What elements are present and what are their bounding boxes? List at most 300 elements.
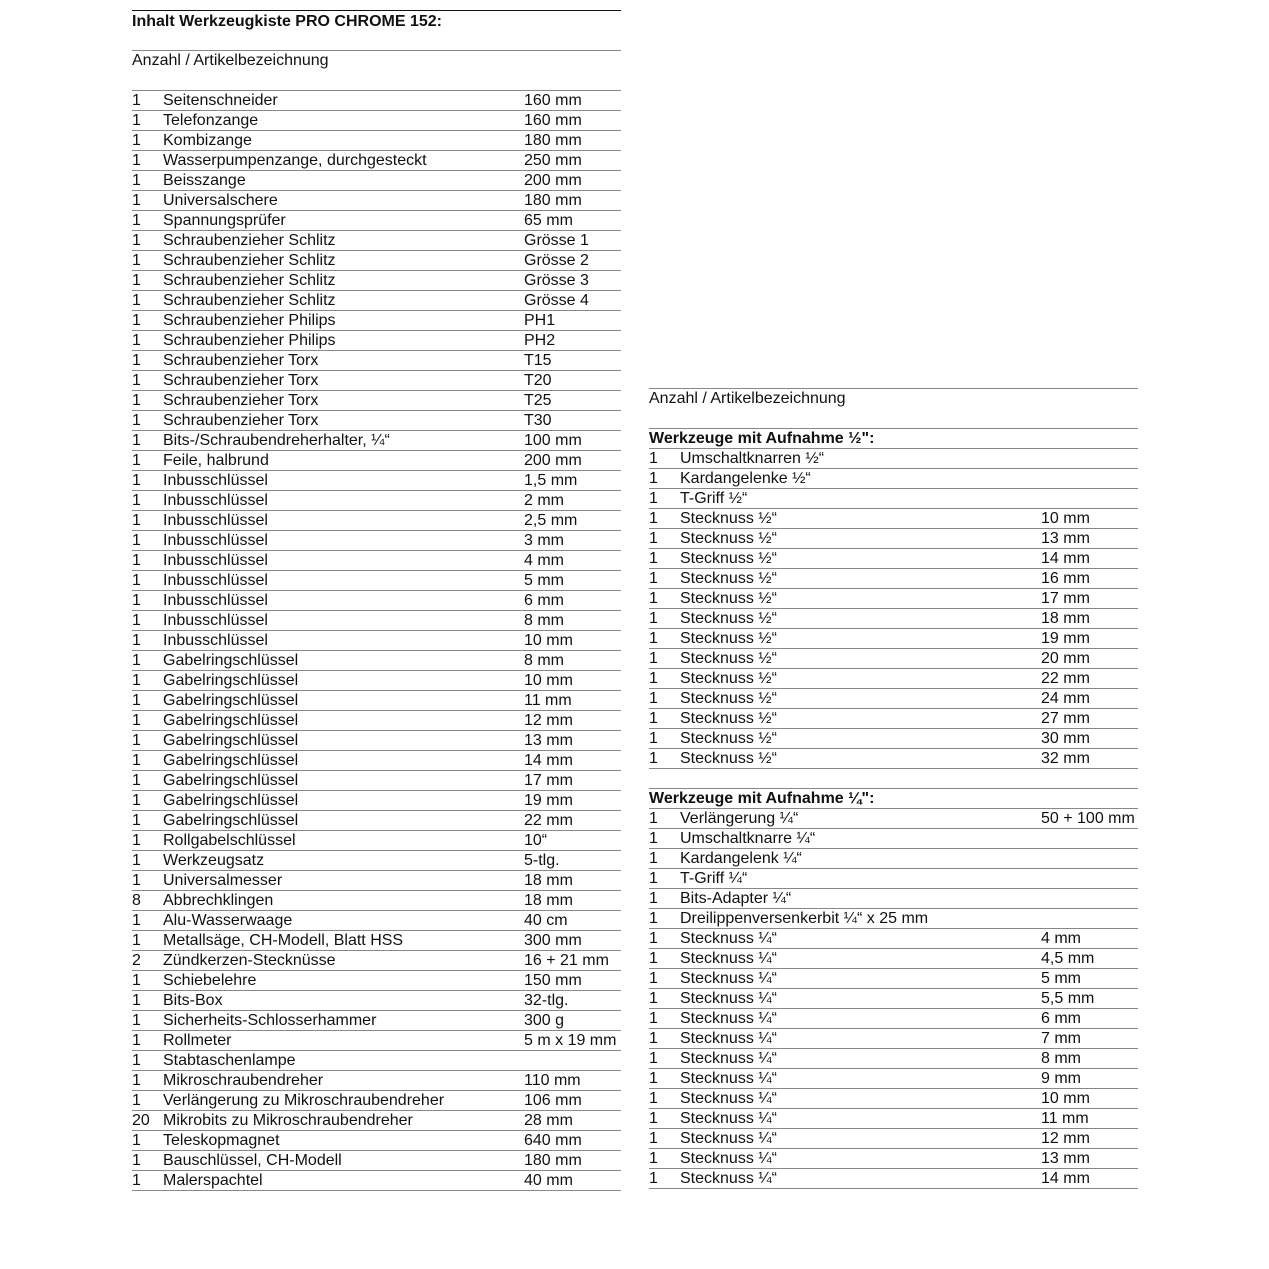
item-quantity: 1 xyxy=(649,1010,658,1027)
section-title: Werkzeuge mit Aufnahme ¼": xyxy=(649,788,1138,808)
item-name: Schraubenzieher Torx xyxy=(163,372,319,389)
list-item xyxy=(132,90,621,110)
list-item xyxy=(132,750,621,770)
item-size: 13 mm xyxy=(1041,1150,1090,1167)
item-size: 5-tlg. xyxy=(524,852,560,869)
item-quantity: 1 xyxy=(132,452,141,469)
item-size: 14 mm xyxy=(524,752,573,769)
list-item xyxy=(649,888,1138,908)
item-size: 11 mm xyxy=(1041,1110,1089,1127)
item-quantity: 1 xyxy=(132,772,141,789)
list-item xyxy=(132,1070,621,1090)
item-quantity: 1 xyxy=(649,850,658,867)
list-item xyxy=(649,508,1138,528)
item-size: 8 mm xyxy=(524,612,564,629)
list-item xyxy=(132,290,621,310)
item-size: 40 mm xyxy=(524,1172,573,1189)
item-size: Grösse 3 xyxy=(524,272,589,289)
item-name: Zündkerzen-Stecknüsse xyxy=(163,952,336,969)
list-item xyxy=(132,270,621,290)
item-name: Abbrechklingen xyxy=(163,892,274,909)
item-quantity: 1 xyxy=(132,1172,141,1189)
item-size: 8 mm xyxy=(524,652,564,669)
item-name: T-Griff ½“ xyxy=(680,490,748,507)
item-size: 5 m x 19 mm xyxy=(524,1032,617,1049)
list-item xyxy=(132,110,621,130)
list-item xyxy=(649,588,1138,608)
item-quantity: 1 xyxy=(649,1150,658,1167)
list-item xyxy=(132,930,621,950)
item-size: 180 mm xyxy=(524,1152,582,1169)
item-quantity: 1 xyxy=(132,352,141,369)
section-title: Werkzeuge mit Aufnahme ½": xyxy=(649,428,1138,448)
list-item xyxy=(132,310,621,330)
item-quantity: 1 xyxy=(132,652,141,669)
list-item xyxy=(649,688,1138,708)
list-item xyxy=(649,448,1138,468)
item-name: Schraubenzieher Torx xyxy=(163,412,319,429)
item-size: 3 mm xyxy=(524,532,564,549)
item-name: Schraubenzieher Schlitz xyxy=(163,232,336,249)
list-item xyxy=(132,1010,621,1030)
item-quantity: 1 xyxy=(132,152,141,169)
item-quantity: 1 xyxy=(132,232,141,249)
list-item xyxy=(132,590,621,610)
list-item xyxy=(649,1128,1138,1148)
item-size: 9 mm xyxy=(1041,1070,1081,1087)
item-size: 8 mm xyxy=(1041,1050,1081,1067)
item-quantity: 1 xyxy=(649,750,658,767)
item-quantity: 1 xyxy=(649,930,658,947)
item-quantity: 1 xyxy=(649,830,658,847)
item-name: Stecknuss ½“ xyxy=(680,530,777,547)
item-size: 2 mm xyxy=(524,492,564,509)
item-name: Universalschere xyxy=(163,192,278,209)
item-quantity: 1 xyxy=(649,470,658,487)
list-item xyxy=(132,690,621,710)
item-size: 4 mm xyxy=(1041,930,1081,947)
item-quantity: 1 xyxy=(132,1132,141,1149)
list-item xyxy=(649,548,1138,568)
item-name: Schraubenzieher Torx xyxy=(163,352,319,369)
item-quantity: 1 xyxy=(649,1070,658,1087)
list-item xyxy=(132,830,621,850)
item-size: 6 mm xyxy=(524,592,564,609)
item-quantity: 1 xyxy=(132,332,141,349)
item-quantity: 1 xyxy=(132,252,141,269)
item-name: Spannungsprüfer xyxy=(163,212,286,229)
item-name: Alu-Wasserwaage xyxy=(163,912,293,929)
item-name: Stecknuss ¼“ xyxy=(680,1110,777,1127)
item-name: Mikroschraubendreher xyxy=(163,1072,324,1089)
item-quantity: 2 xyxy=(132,952,141,969)
list-item xyxy=(649,1148,1138,1168)
item-size: PH2 xyxy=(524,332,556,349)
list-item xyxy=(132,170,621,190)
list-item xyxy=(649,1008,1138,1028)
list-item xyxy=(132,770,621,790)
spacer xyxy=(649,768,1138,788)
list-item xyxy=(649,808,1138,828)
list-item xyxy=(132,470,621,490)
item-quantity: 1 xyxy=(132,492,141,509)
item-quantity: 1 xyxy=(132,832,141,849)
item-quantity: 1 xyxy=(132,572,141,589)
list-item xyxy=(132,230,621,250)
list-item xyxy=(132,730,621,750)
item-quantity: 1 xyxy=(132,172,141,189)
item-quantity: 1 xyxy=(649,490,658,507)
item-quantity: 1 xyxy=(649,1090,658,1107)
list-item xyxy=(649,668,1138,688)
item-name: Stecknuss ¼“ xyxy=(680,970,777,987)
item-name: Gabelringschlüssel xyxy=(163,792,299,809)
item-size: 5 mm xyxy=(1041,970,1081,987)
item-quantity: 1 xyxy=(132,732,141,749)
list-item xyxy=(132,1130,621,1150)
list-item xyxy=(649,1108,1138,1128)
item-name: Inbusschlüssel xyxy=(163,592,268,609)
document-title: Inhalt Werkzeugkiste PRO CHROME 152: xyxy=(132,10,621,50)
item-name: Stecknuss ¼“ xyxy=(680,950,777,967)
item-size: 17 mm xyxy=(1041,590,1090,607)
item-size: 65 mm xyxy=(524,212,573,229)
list-item xyxy=(132,150,621,170)
item-name: Gabelringschlüssel xyxy=(163,812,299,829)
item-list xyxy=(132,90,621,1191)
item-name: Telefonzange xyxy=(163,112,259,129)
item-size: 250 mm xyxy=(524,152,582,169)
item-name: Inbusschlüssel xyxy=(163,612,268,629)
list-item xyxy=(132,850,621,870)
item-quantity: 1 xyxy=(649,610,658,627)
item-quantity: 1 xyxy=(649,530,658,547)
item-size: 100 mm xyxy=(524,432,582,449)
item-name: Stecknuss ½“ xyxy=(680,610,777,627)
item-size: 50 + 100 mm xyxy=(1041,810,1135,827)
list-item xyxy=(132,710,621,730)
item-name: Beisszange xyxy=(163,172,246,189)
item-size: T20 xyxy=(524,372,552,389)
item-quantity: 1 xyxy=(649,1170,658,1187)
item-name: Kombizange xyxy=(163,132,252,149)
item-name: Stecknuss ½“ xyxy=(680,510,777,527)
item-size: 40 cm xyxy=(524,912,568,929)
list-item xyxy=(132,610,621,630)
left-column xyxy=(132,10,621,1191)
item-size: T30 xyxy=(524,412,552,429)
item-name: Bits-Adapter ¼“ xyxy=(680,890,792,907)
item-name: Stecknuss ½“ xyxy=(680,750,777,767)
item-size: 180 mm xyxy=(524,132,582,149)
item-quantity: 1 xyxy=(132,392,141,409)
item-quantity: 1 xyxy=(132,972,141,989)
item-quantity: 1 xyxy=(132,1052,141,1069)
item-quantity: 1 xyxy=(132,1012,141,1029)
list-item xyxy=(649,568,1138,588)
list-item xyxy=(649,748,1138,768)
item-size: 13 mm xyxy=(1041,530,1090,547)
item-name: Inbusschlüssel xyxy=(163,512,268,529)
list-item xyxy=(132,910,621,930)
item-size: T25 xyxy=(524,392,552,409)
list-item xyxy=(132,390,621,410)
item-quantity: 1 xyxy=(649,710,658,727)
item-size: 12 mm xyxy=(1041,1130,1090,1147)
section-list xyxy=(649,428,1138,1189)
item-size: 16 + 21 mm xyxy=(524,952,609,969)
item-quantity: 1 xyxy=(132,852,141,869)
item-quantity: 1 xyxy=(132,712,141,729)
item-quantity: 1 xyxy=(132,212,141,229)
item-name: Stecknuss ½“ xyxy=(680,670,777,687)
list-item xyxy=(132,550,621,570)
item-name: Schraubenzieher Philips xyxy=(163,332,336,349)
item-name: Kardangelenk ¼“ xyxy=(680,850,802,867)
item-quantity: 1 xyxy=(132,1092,141,1109)
item-name: Stecknuss ¼“ xyxy=(680,990,777,1007)
item-size: 4,5 mm xyxy=(1041,950,1095,967)
item-name: Dreilippenversenkerbit ¼“ x 25 mm xyxy=(680,910,929,927)
item-quantity: 1 xyxy=(132,812,141,829)
list-item xyxy=(649,1048,1138,1068)
item-name: Gabelringschlüssel xyxy=(163,772,299,789)
item-name: Stabtaschenlampe xyxy=(163,1052,296,1069)
item-name: Inbusschlüssel xyxy=(163,472,268,489)
item-name: Rollgabelschlüssel xyxy=(163,832,296,849)
item-size: 10“ xyxy=(524,832,548,849)
item-quantity: 1 xyxy=(132,592,141,609)
item-name: Bits-Box xyxy=(163,992,223,1009)
list-item xyxy=(649,908,1138,928)
item-size: 1,5 mm xyxy=(524,472,578,489)
item-name: Gabelringschlüssel xyxy=(163,752,299,769)
item-name: Gabelringschlüssel xyxy=(163,712,299,729)
item-quantity: 1 xyxy=(132,512,141,529)
list-item xyxy=(649,648,1138,668)
item-name: Stecknuss ¼“ xyxy=(680,1170,777,1187)
list-item xyxy=(132,410,621,430)
item-quantity: 1 xyxy=(132,472,141,489)
item-size: 17 mm xyxy=(524,772,573,789)
list-item xyxy=(649,628,1138,648)
list-item xyxy=(132,870,621,890)
list-item xyxy=(132,190,621,210)
item-quantity: 1 xyxy=(132,92,141,109)
item-quantity: 1 xyxy=(132,612,141,629)
item-quantity: 1 xyxy=(132,412,141,429)
list-item xyxy=(649,1088,1138,1108)
item-name: Bauschlüssel, CH-Modell xyxy=(163,1152,342,1169)
list-item xyxy=(649,1028,1138,1048)
item-size: 28 mm xyxy=(524,1112,573,1129)
item-name: Schraubenzieher Schlitz xyxy=(163,292,336,309)
item-name: Stecknuss ¼“ xyxy=(680,1010,777,1027)
item-name: Stecknuss ½“ xyxy=(680,650,777,667)
list-item xyxy=(132,350,621,370)
item-quantity: 1 xyxy=(649,910,658,927)
item-name: Schraubenzieher Schlitz xyxy=(163,272,336,289)
list-item xyxy=(132,510,621,530)
item-quantity: 1 xyxy=(649,510,658,527)
item-name: Stecknuss ¼“ xyxy=(680,1090,777,1107)
list-item xyxy=(649,848,1138,868)
item-quantity: 8 xyxy=(132,892,141,909)
list-item xyxy=(649,1068,1138,1088)
item-name: Feile, halbrund xyxy=(163,452,269,469)
item-name: Schraubenzieher Torx xyxy=(163,392,319,409)
item-quantity: 1 xyxy=(649,730,658,747)
item-quantity: 1 xyxy=(132,752,141,769)
list-item xyxy=(132,370,621,390)
item-name: Stecknuss ¼“ xyxy=(680,1030,777,1047)
item-name: Inbusschlüssel xyxy=(163,572,268,589)
item-quantity: 1 xyxy=(649,550,658,567)
item-size: 11 mm xyxy=(524,692,572,709)
item-size: 30 mm xyxy=(1041,730,1090,747)
list-item xyxy=(132,250,621,270)
item-quantity: 1 xyxy=(132,132,141,149)
list-item xyxy=(649,988,1138,1008)
item-size: 22 mm xyxy=(524,812,573,829)
item-size: 300 mm xyxy=(524,932,582,949)
list-item xyxy=(649,488,1138,508)
item-quantity: 1 xyxy=(649,650,658,667)
item-size: 5 mm xyxy=(524,572,564,589)
item-quantity: 1 xyxy=(649,450,658,467)
item-name: T-Griff ¼“ xyxy=(680,870,748,887)
item-name: Inbusschlüssel xyxy=(163,532,268,549)
item-name: Umschaltknarre ¼“ xyxy=(680,830,816,847)
item-name: Verlängerung ¼“ xyxy=(680,810,799,827)
item-quantity: 1 xyxy=(132,672,141,689)
list-item xyxy=(132,1150,621,1170)
item-quantity: 1 xyxy=(649,950,658,967)
item-size: 160 mm xyxy=(524,112,582,129)
item-quantity: 1 xyxy=(649,690,658,707)
item-size: 4 mm xyxy=(524,552,564,569)
list-item xyxy=(132,530,621,550)
list-item xyxy=(649,968,1138,988)
item-name: Teleskopmagnet xyxy=(163,1132,280,1149)
item-quantity: 1 xyxy=(649,630,658,647)
item-name: Verlängerung zu Mikroschraubendreher xyxy=(163,1092,445,1109)
item-size: 300 g xyxy=(524,1012,565,1029)
list-item xyxy=(649,708,1138,728)
list-item xyxy=(132,650,621,670)
list-item xyxy=(132,810,621,830)
item-size: 200 mm xyxy=(524,172,582,189)
item-quantity: 1 xyxy=(132,192,141,209)
item-size: 14 mm xyxy=(1041,1170,1090,1187)
item-name: Gabelringschlüssel xyxy=(163,652,299,669)
list-item xyxy=(649,528,1138,548)
item-quantity: 1 xyxy=(649,990,658,1007)
item-quantity: 1 xyxy=(132,552,141,569)
item-name: Stecknuss ½“ xyxy=(680,690,777,707)
column-header: Anzahl / Artikelbezeichnung xyxy=(132,50,621,90)
item-quantity: 1 xyxy=(649,570,658,587)
list-item xyxy=(132,630,621,650)
item-name: Inbusschlüssel xyxy=(163,552,268,569)
item-size: 20 mm xyxy=(1041,650,1090,667)
item-quantity: 1 xyxy=(132,1072,141,1089)
item-quantity: 1 xyxy=(132,992,141,1009)
item-quantity: 1 xyxy=(132,872,141,889)
item-size: 110 mm xyxy=(524,1072,581,1089)
item-name: Stecknuss ¼“ xyxy=(680,1150,777,1167)
list-item xyxy=(132,450,621,470)
item-size: Grösse 2 xyxy=(524,252,589,269)
item-name: Stecknuss ½“ xyxy=(680,630,777,647)
item-name: Seitenschneider xyxy=(163,92,278,109)
item-name: Stecknuss ½“ xyxy=(680,550,777,567)
item-quantity: 1 xyxy=(132,312,141,329)
list-item xyxy=(132,430,621,450)
item-quantity: 1 xyxy=(649,810,658,827)
item-size: 14 mm xyxy=(1041,550,1090,567)
item-name: Schiebelehre xyxy=(163,972,257,989)
item-size: 10 mm xyxy=(1041,1090,1090,1107)
item-quantity: 1 xyxy=(132,532,141,549)
item-name: Inbusschlüssel xyxy=(163,492,268,509)
list-item xyxy=(649,868,1138,888)
list-item xyxy=(649,608,1138,628)
list-item xyxy=(649,728,1138,748)
list-item xyxy=(132,210,621,230)
list-item xyxy=(132,330,621,350)
item-name: Stecknuss ¼“ xyxy=(680,1070,777,1087)
item-name: Sicherheits-Schlosserhammer xyxy=(163,1012,377,1029)
list-item xyxy=(132,670,621,690)
item-size: 32-tlg. xyxy=(524,992,569,1009)
item-size: 10 mm xyxy=(1041,510,1090,527)
item-quantity: 1 xyxy=(649,590,658,607)
item-size: 2,5 mm xyxy=(524,512,578,529)
list-item xyxy=(132,570,621,590)
item-quantity: 20 xyxy=(132,1112,150,1129)
item-quantity: 1 xyxy=(132,1032,141,1049)
item-name: Rollmeter xyxy=(163,1032,232,1049)
item-quantity: 1 xyxy=(649,1130,658,1147)
item-quantity: 1 xyxy=(132,292,141,309)
item-size: 200 mm xyxy=(524,452,582,469)
item-size: 10 mm xyxy=(524,672,573,689)
item-name: Stecknuss ¼“ xyxy=(680,1130,777,1147)
list-item xyxy=(132,1110,621,1130)
item-quantity: 1 xyxy=(132,932,141,949)
list-item xyxy=(649,948,1138,968)
item-size: 24 mm xyxy=(1041,690,1090,707)
item-size: 13 mm xyxy=(524,732,573,749)
item-size: 18 mm xyxy=(1041,610,1090,627)
item-size: 5,5 mm xyxy=(1041,990,1095,1007)
item-name: Universalmesser xyxy=(163,872,283,889)
list-item xyxy=(132,130,621,150)
item-name: Metallsäge, CH-Modell, Blatt HSS xyxy=(163,932,404,949)
column-header: Anzahl / Artikelbezeichnung xyxy=(649,388,1138,428)
list-item xyxy=(132,950,621,970)
item-name: Bits-/Schraubendreherhalter, ¼“ xyxy=(163,432,390,449)
item-quantity: 1 xyxy=(132,112,141,129)
item-quantity: 1 xyxy=(649,970,658,987)
item-name: Gabelringschlüssel xyxy=(163,732,299,749)
list-item xyxy=(132,1170,621,1191)
item-size: 18 mm xyxy=(524,872,573,889)
item-name: Stecknuss ½“ xyxy=(680,570,777,587)
item-size: T15 xyxy=(524,352,552,369)
item-size: 106 mm xyxy=(524,1092,582,1109)
